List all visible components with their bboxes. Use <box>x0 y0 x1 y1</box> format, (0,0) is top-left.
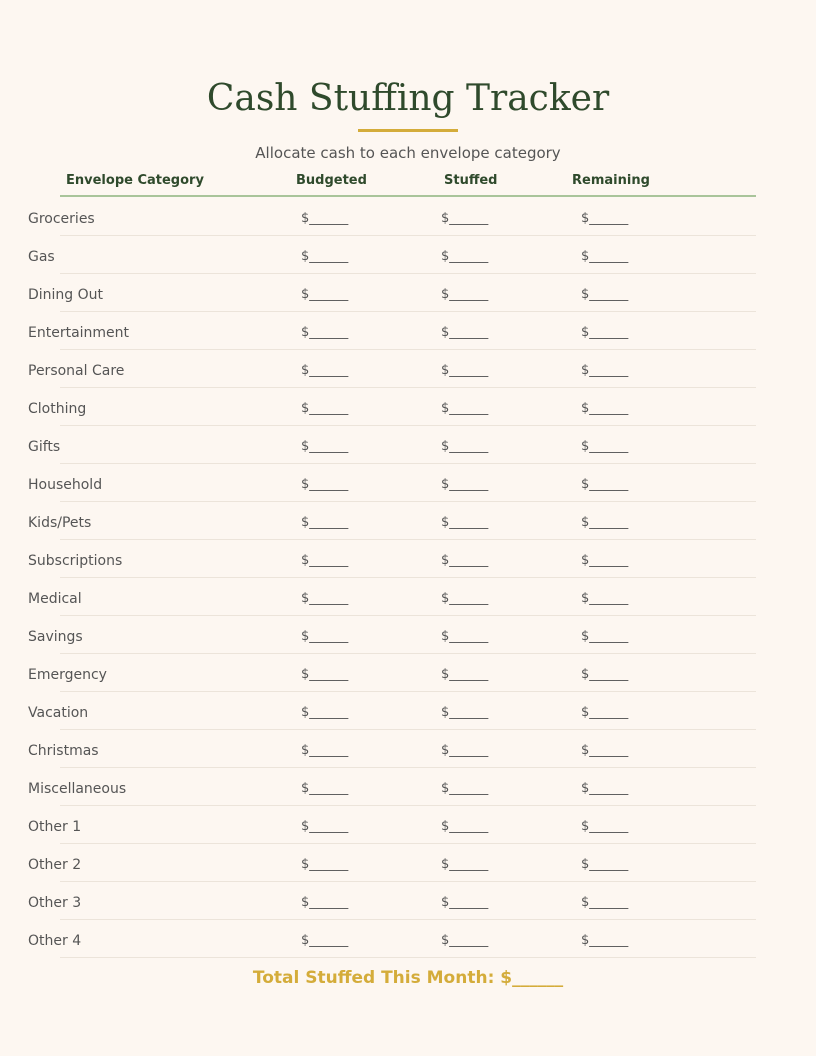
stuffed-amount-blank: $______ <box>441 249 489 264</box>
table-row <box>0 768 816 806</box>
stuffed-amount-blank: $______ <box>441 515 489 530</box>
remaining-amount-blank: $______ <box>581 667 629 682</box>
envelope-category-label: Other 4 <box>28 933 82 949</box>
envelope-category-label: Subscriptions <box>28 553 123 569</box>
budgeted-amount-blank: $______ <box>301 591 349 606</box>
stuffed-amount-blank: $______ <box>441 591 489 606</box>
envelope-category-label: Gas <box>28 249 55 265</box>
envelope-category-label: Vacation <box>28 705 89 721</box>
remaining-amount-blank: $______ <box>581 439 629 454</box>
remaining-amount-blank: $______ <box>581 211 629 226</box>
budgeted-amount-blank: $______ <box>301 249 349 264</box>
envelope-category-label: Savings <box>28 629 83 645</box>
remaining-amount-blank: $______ <box>581 895 629 910</box>
remaining-amount-blank: $______ <box>581 249 629 264</box>
table-row <box>0 806 816 844</box>
table-row <box>0 388 816 426</box>
stuffed-amount-blank: $______ <box>441 477 489 492</box>
remaining-amount-blank: $______ <box>581 781 629 796</box>
envelope-category-label: Christmas <box>28 743 99 759</box>
stuffed-amount-blank: $______ <box>441 705 489 720</box>
table-row <box>0 616 816 654</box>
stuffed-amount-blank: $______ <box>441 363 489 378</box>
table-row <box>0 882 816 920</box>
table-row <box>0 274 816 312</box>
table-row <box>0 920 816 958</box>
table-row <box>0 426 816 464</box>
total-stuffed-line: Total Stuffed This Month: $______ <box>252 968 564 988</box>
envelope-category-label: Other 1 <box>28 819 82 835</box>
budgeted-amount-blank: $______ <box>301 933 349 948</box>
envelope-category-label: Entertainment <box>28 325 130 341</box>
budgeted-amount-blank: $______ <box>301 705 349 720</box>
stuffed-amount-blank: $______ <box>441 211 489 226</box>
budgeted-amount-blank: $______ <box>301 211 349 226</box>
envelope-category-label: Household <box>28 477 103 493</box>
stuffed-amount-blank: $______ <box>441 287 489 302</box>
remaining-amount-blank: $______ <box>581 515 629 530</box>
table-row <box>0 578 816 616</box>
envelope-table <box>0 198 816 958</box>
stuffed-amount-blank: $______ <box>441 933 489 948</box>
budgeted-amount-blank: $______ <box>301 325 349 340</box>
table-row <box>0 236 816 274</box>
budgeted-amount-blank: $______ <box>301 363 349 378</box>
budgeted-amount-blank: $______ <box>301 857 349 872</box>
table-row <box>0 312 816 350</box>
remaining-amount-blank: $______ <box>581 401 629 416</box>
table-row <box>0 502 816 540</box>
stuffed-amount-blank: $______ <box>441 819 489 834</box>
envelope-category-label: Emergency <box>28 667 107 683</box>
budgeted-amount-blank: $______ <box>301 439 349 454</box>
envelope-category-label: Miscellaneous <box>28 781 127 797</box>
envelope-category-label: Personal Care <box>28 363 125 379</box>
stuffed-amount-blank: $______ <box>441 439 489 454</box>
envelope-category-label: Clothing <box>28 401 87 417</box>
column-header-remaining: Remaining <box>572 173 650 188</box>
remaining-amount-blank: $______ <box>581 819 629 834</box>
table-row <box>0 198 816 236</box>
stuffed-amount-blank: $______ <box>441 743 489 758</box>
page-subtitle: Allocate cash to each envelope category <box>255 144 561 162</box>
envelope-category-label: Kids/Pets <box>28 515 92 531</box>
column-header-stuffed: Stuffed <box>444 173 498 188</box>
budgeted-amount-blank: $______ <box>301 667 349 682</box>
remaining-amount-blank: $______ <box>581 553 629 568</box>
budgeted-amount-blank: $______ <box>301 515 349 530</box>
remaining-amount-blank: $______ <box>581 933 629 948</box>
table-row <box>0 844 816 882</box>
stuffed-amount-blank: $______ <box>441 667 489 682</box>
table-row <box>0 540 816 578</box>
stuffed-amount-blank: $______ <box>441 895 489 910</box>
column-header-category: Envelope Category <box>66 173 204 188</box>
remaining-amount-blank: $______ <box>581 705 629 720</box>
table-row <box>0 464 816 502</box>
budgeted-amount-blank: $______ <box>301 553 349 568</box>
envelope-category-label: Other 3 <box>28 895 82 911</box>
envelope-category-label: Dining Out <box>28 287 104 303</box>
remaining-amount-blank: $______ <box>581 363 629 378</box>
stuffed-amount-blank: $______ <box>441 629 489 644</box>
stuffed-amount-blank: $______ <box>441 553 489 568</box>
remaining-amount-blank: $______ <box>581 857 629 872</box>
budgeted-amount-blank: $______ <box>301 819 349 834</box>
table-row <box>0 730 816 768</box>
stuffed-amount-blank: $______ <box>441 857 489 872</box>
table-row <box>0 654 816 692</box>
remaining-amount-blank: $______ <box>581 591 629 606</box>
budgeted-amount-blank: $______ <box>301 477 349 492</box>
remaining-amount-blank: $______ <box>581 629 629 644</box>
envelope-category-label: Medical <box>28 591 82 607</box>
budgeted-amount-blank: $______ <box>301 781 349 796</box>
envelope-category-label: Gifts <box>28 439 61 455</box>
page-title: Cash Stuffing Tracker <box>206 78 610 119</box>
envelope-category-label: Other 2 <box>28 857 82 873</box>
table-row <box>0 692 816 730</box>
budgeted-amount-blank: $______ <box>301 629 349 644</box>
table-row <box>0 350 816 388</box>
stuffed-amount-blank: $______ <box>441 325 489 340</box>
remaining-amount-blank: $______ <box>581 325 629 340</box>
budgeted-amount-blank: $______ <box>301 401 349 416</box>
budgeted-amount-blank: $______ <box>301 743 349 758</box>
remaining-amount-blank: $______ <box>581 743 629 758</box>
remaining-amount-blank: $______ <box>581 287 629 302</box>
title-underline <box>358 129 458 132</box>
remaining-amount-blank: $______ <box>581 477 629 492</box>
column-header-budgeted: Budgeted <box>296 173 367 188</box>
stuffed-amount-blank: $______ <box>441 781 489 796</box>
envelope-category-label: Groceries <box>28 211 95 227</box>
budgeted-amount-blank: $______ <box>301 287 349 302</box>
table-header <box>60 171 756 197</box>
budgeted-amount-blank: $______ <box>301 895 349 910</box>
stuffed-amount-blank: $______ <box>441 401 489 416</box>
